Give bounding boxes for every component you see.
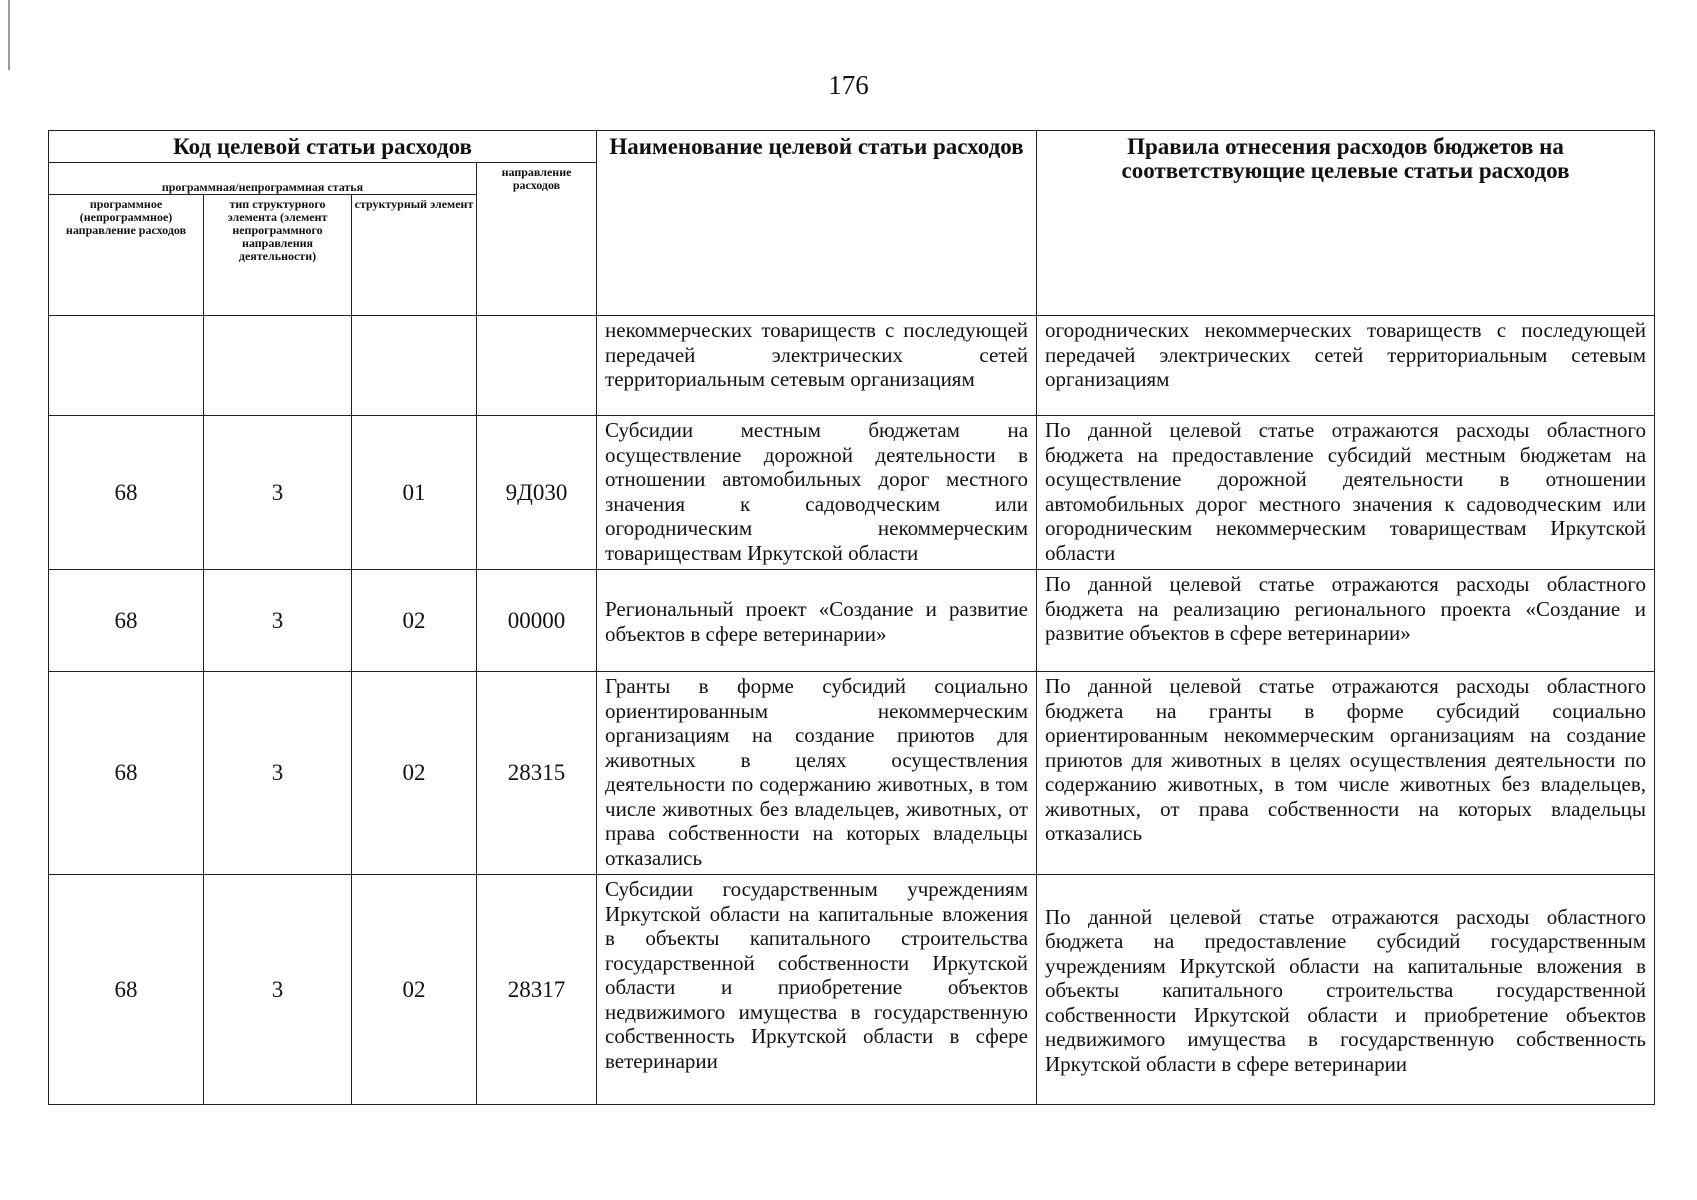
row-element: 01 [352,416,477,570]
row-direction: 00000 [477,570,597,672]
header-element-type: тип структурного элемента (элемент непрограммного направления деятельности) [204,195,352,316]
row-program: 68 [49,875,204,1105]
header-rules: Правила отнесения расходов бюджетов на соответствующие целевые статьи расходов [1037,131,1655,316]
row-program: 68 [49,416,204,570]
row-rules: По данной целевой статье отражаются расходы областного бюджета на реализацию регионального проекта «Создание и развитие объектов в сфере ветеринарии» [1037,570,1655,672]
row-type: 3 [204,570,352,672]
row-rules: По данной целевой статье отражаются расходы областного бюджета на гранты в форме субсидий социально ориентированным некоммерческим организациям на создание приютов для животных в целях осуществления деятельности по содержанию животных, в том числе животных без владельцев, животных, от права собственности на которых владельцы отказались [1037,672,1655,875]
header-structural-element: структурный элемент [352,195,477,316]
row-name: Гранты в форме субсидий социально ориентированным некоммерческим организациям на создание приютов для животных в целях осуществления деятельности по содержанию животных, в том числе животных без владельцев, животных, от права собственности на которых владельцы отказались [597,672,1037,875]
row-direction: 28317 [477,875,597,1105]
row-program: 68 [49,570,204,672]
target-articles-table [48,130,1655,1105]
page-number: 176 [828,70,869,100]
row-rules: огороднических некоммерческих товариществ с последующей передачей электрических сетей территориальным сетевым организациям [1037,316,1655,416]
row-name: некоммерческих товариществ с последующей передачей электрических сетей территориальным сетевым организациям [597,316,1037,416]
header-name: Наименование целевой статьи расходов [597,131,1037,316]
table-row [49,672,1655,875]
row-element: 02 [352,672,477,875]
scan-margin-line [8,0,10,70]
row-rules: По данной целевой статье отражаются расходы областного бюджета на предоставление субсидий государственным учреждениям Иркутской области на капитальные вложения в объекты капитального строительства государственной собственности Иркутской области и приобретение объектов недвижимого имущества в государственную собственность Иркутской области в сфере ветеринарии [1037,875,1655,1105]
table-row [49,570,1655,672]
row-rules: По данной целевой статье отражаются расходы областного бюджета на предоставление субсидий местным бюджетам на осуществление дорожной деятельности в отношении автомобильных дорог местного значения к садоводческим или огородническим некоммерческим товариществам Иркутской области [1037,416,1655,570]
row-name: Региональный проект «Создание и развитие объектов в сфере ветеринарии» [597,570,1037,672]
table-row [49,416,1655,570]
row-element: 02 [352,570,477,672]
row-program [49,316,204,416]
header-direction: направление расходов [477,163,597,316]
row-type [204,316,352,416]
row-direction: 9Д030 [477,416,597,570]
header-code-group: Код целевой статьи расходов [49,131,597,163]
row-type: 3 [204,672,352,875]
row-name: Субсидии местным бюджетам на осуществление дорожной деятельности в отношении автомобильных дорог местного значения к садоводческим или огородническим некоммерческим товариществам Иркутской области [597,416,1037,570]
row-direction: 28315 [477,672,597,875]
header-program-group: программная/непрограммная статья [49,163,477,195]
table-row [49,875,1655,1105]
row-name: Субсидии государственным учреждениям Иркутской области на капитальные вложения в объекты капитального строительства государственной собственности Иркутской области и приобретение объектов недвижимого имущества в государственную собственность Иркутской области в сфере ветеринарии [597,875,1037,1105]
row-direction [477,316,597,416]
row-element: 02 [352,875,477,1105]
row-program: 68 [49,672,204,875]
row-type: 3 [204,875,352,1105]
row-element [352,316,477,416]
table-row [49,316,1655,416]
row-type: 3 [204,416,352,570]
header-program-direction: программное (непрограммное) направление расходов [49,195,204,316]
